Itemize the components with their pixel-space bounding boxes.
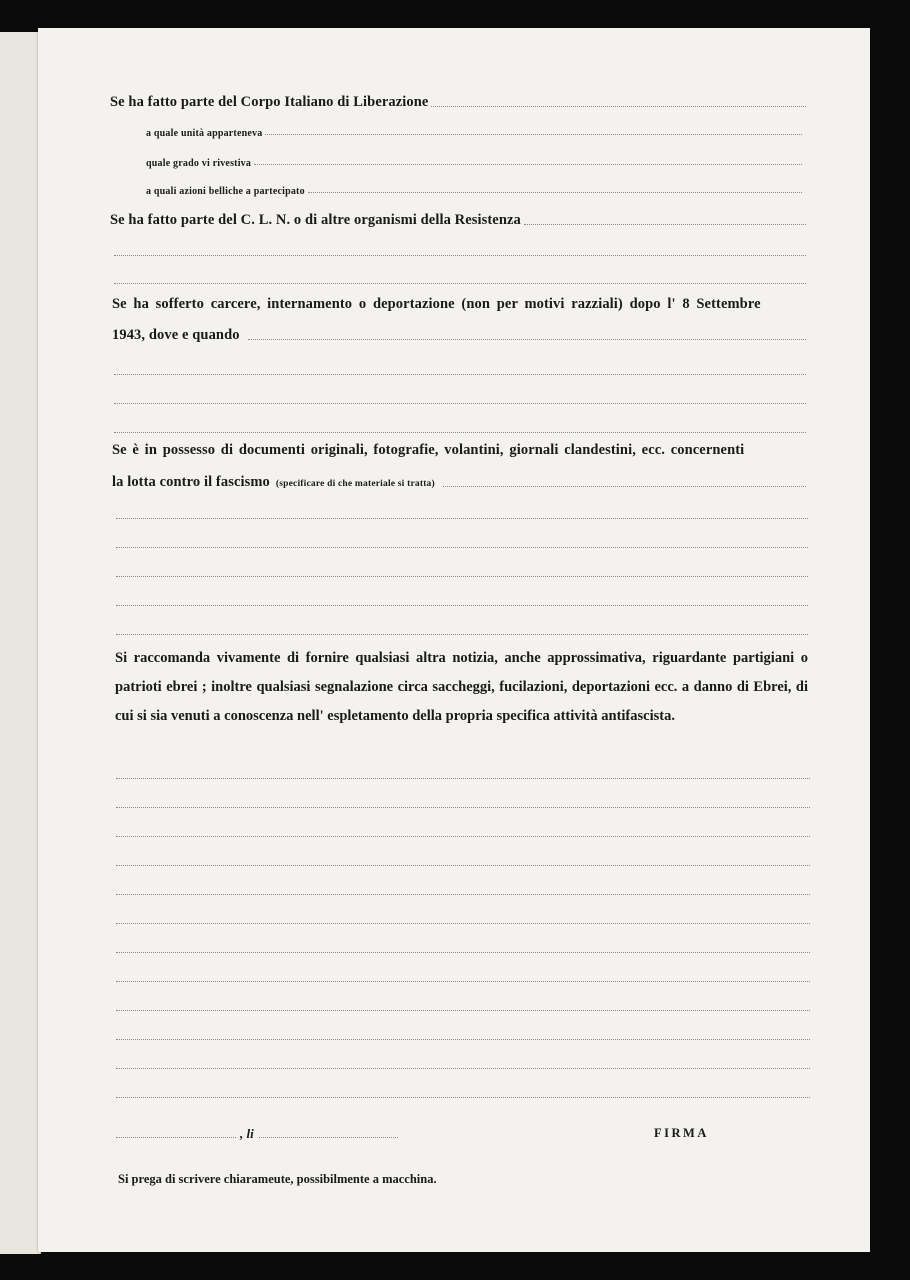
prison-field[interactable] [248,338,806,340]
prison-row-1 [112,296,808,313]
docs-field[interactable] [443,485,806,487]
docs-extra-line[interactable] [116,605,808,606]
date-field[interactable] [259,1136,398,1138]
docs-note: (specificare di che materiale si tratta) [275,479,435,489]
docs-row-2 [112,474,806,491]
cln-field[interactable] [524,223,806,225]
notes-line[interactable] [116,1010,810,1011]
docs-label-line1: Se è in possesso di documenti originali, fotografie, volantini, giornali clandestini, ecc. concernenti [112,442,745,458]
underlying-sheet [0,32,41,1254]
place-field[interactable] [116,1136,236,1138]
cln-label: Se ha fatto parte del C. L. N. o di altre organismi della Resistenza [110,212,521,228]
cln-extra-line[interactable] [114,283,806,284]
notes-line[interactable] [116,981,810,982]
rank-row [146,158,802,169]
footer-note: Si prega di scrivere chiarameute, possibilmente a macchina. [118,1172,437,1186]
notes-line[interactable] [116,865,810,866]
notes-line[interactable] [116,836,810,837]
notes-line[interactable] [116,807,810,808]
cil-field[interactable] [431,105,806,107]
prison-extra-line[interactable] [114,403,806,404]
docs-row-1 [112,442,808,459]
prison-row-2 [112,327,806,344]
prison-extra-line[interactable] [114,432,806,433]
docs-extra-line[interactable] [116,634,808,635]
actions-label: a quali azioni belliche a partecipato [146,186,305,197]
notes-line[interactable] [116,923,810,924]
notes-line[interactable] [116,778,810,779]
cln-extra-line[interactable] [114,255,806,256]
notes-line[interactable] [116,1097,810,1098]
cln-row [110,212,806,229]
notes-line[interactable] [116,952,810,953]
place-date-row [116,1126,398,1142]
notes-line[interactable] [116,1068,810,1069]
unit-row [146,128,802,139]
docs-extra-line[interactable] [116,547,808,548]
docs-label-line2: la lotta contro il fascismo [112,474,270,490]
prison-label-line2: 1943, dove e quando [112,327,240,343]
prison-label-line1: Se ha sofferto carcere, internamento o deportazione (non per motivi razziali) dopo l' 8 Settembre [112,296,761,312]
cil-label: Se ha fatto parte del Corpo Italiano di Liberazione [110,94,429,110]
notes-line[interactable] [116,1039,810,1040]
docs-extra-line[interactable] [116,576,808,577]
unit-label: a quale unità apparteneva [146,128,263,139]
signature-label: FIRMA [654,1126,709,1140]
recommendation-paragraph: Si raccomanda vivamente di fornire qualsiasi altra notizia, anche approssimativa, riguardante partigiani o patrioti ebrei ; inoltre qualsiasi segnalazione circa saccheggi, fucilazioni, deportazioni ecc. a danno di Ebrei, di cui si sia venuti a conoscenza nell' espletamento della propria specifica attività antifascista. [115,650,808,724]
form-page [38,28,870,1252]
cil-row [110,94,806,111]
docs-extra-line[interactable] [116,518,808,519]
date-separator: , li [240,1126,254,1141]
actions-row [146,186,802,197]
unit-field[interactable] [265,133,802,135]
actions-field[interactable] [308,191,802,193]
rank-label: quale grado vi rivestiva [146,158,252,169]
rank-field[interactable] [254,163,802,165]
prison-extra-line[interactable] [114,374,806,375]
notes-line[interactable] [116,894,810,895]
